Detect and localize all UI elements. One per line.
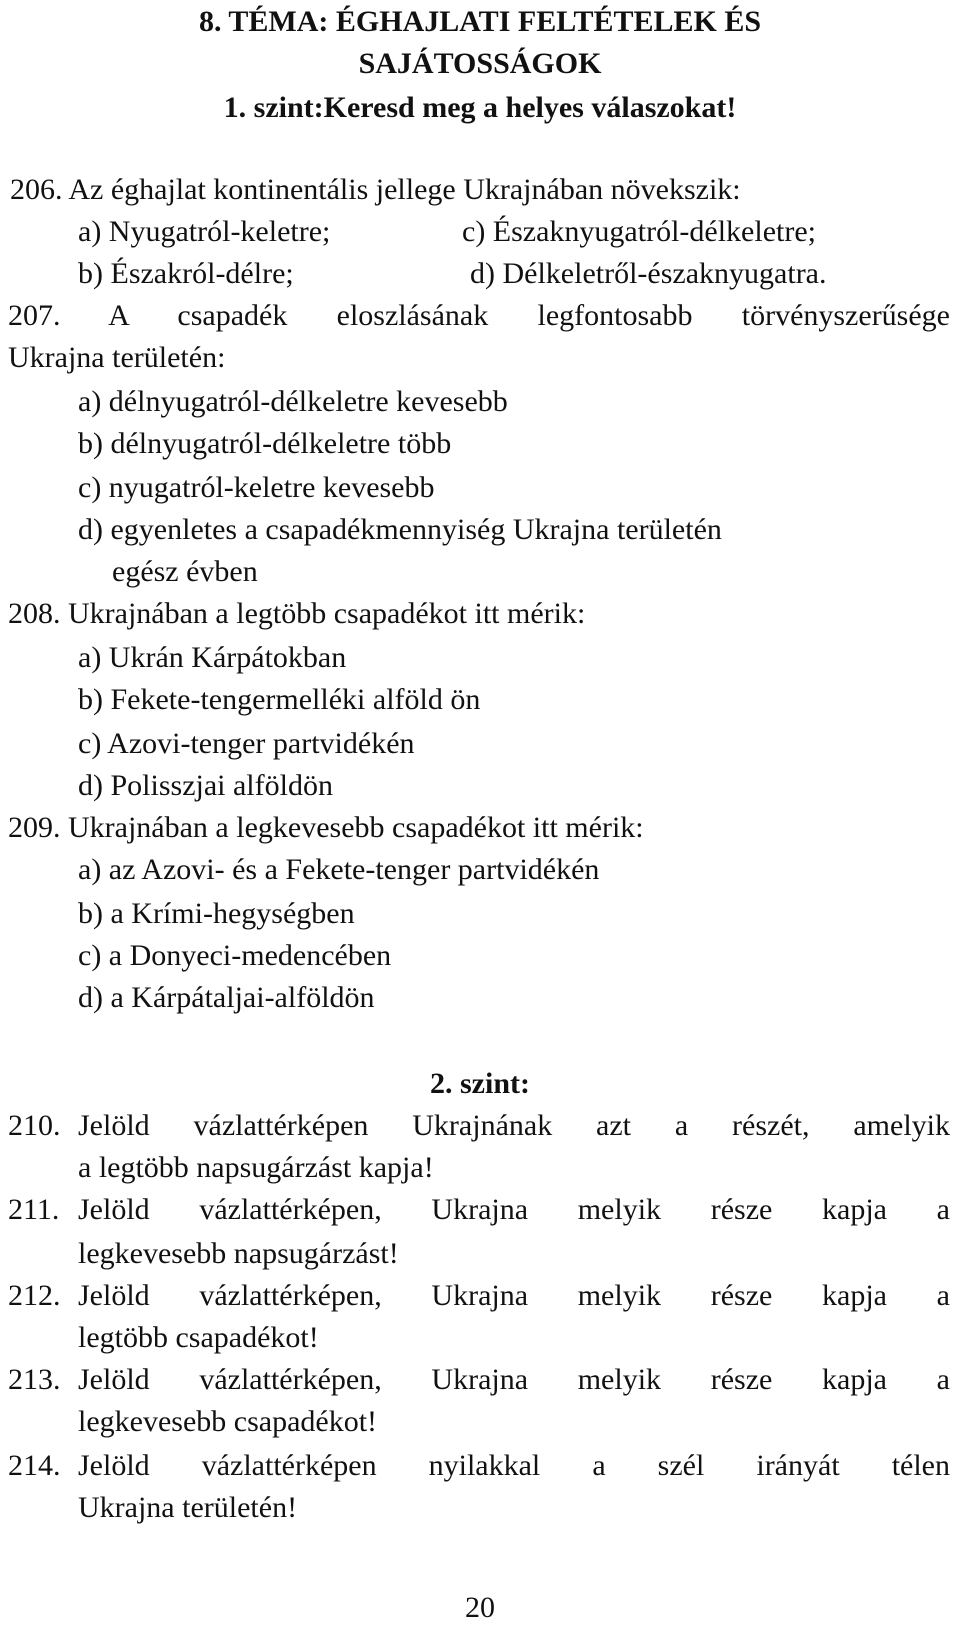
q206-option-d: d) Délkeletről-északnyugatra. <box>470 257 827 290</box>
q207-stem-line2: Ukrajna területén: <box>8 341 226 374</box>
task-text-line2: legtöbb csapadékot! <box>78 1321 319 1354</box>
task-text-line1: Jelöld vázlattérképen nyilakkal a szél irányát télen <box>78 1449 950 1482</box>
q208-option-d: d) Polisszjai alföldön <box>78 769 333 802</box>
q207-option-c: c) nyugatról-keletre kevesebb <box>78 471 435 504</box>
q209-option-a: a) az Azovi- és a Fekete-tenger partvidékén <box>78 853 600 886</box>
q206-stem: 206. Az éghajlat kontinentális jellege Ukrajnában növekszik: <box>10 173 741 206</box>
task-number: 211. <box>8 1193 60 1226</box>
q207-option-a: a) délnyugatról-délkeletre kevesebb <box>78 385 508 418</box>
task-text-line1: Jelöld vázlattérképen, Ukrajna melyik része kapja a <box>78 1279 950 1312</box>
q208-stem: 208. Ukrajnában a legtöbb csapadékot itt mérik: <box>8 597 586 630</box>
task-text-line2: legkevesebb napsugárzást! <box>78 1237 399 1270</box>
task-number: 213. <box>8 1363 61 1396</box>
task-text-line2: a legtöbb napsugárzást kapja! <box>78 1151 434 1184</box>
task-text-line1: Jelöld vázlattérképen Ukrajnának azt a részét, amelyik <box>78 1109 950 1142</box>
q209-option-b: b) a Krími-hegységben <box>78 897 355 930</box>
q209-stem: 209. Ukrajnában a legkevesebb csapadékot itt mérik: <box>8 811 644 844</box>
q206-option-a: a) Nyugatról-keletre; <box>78 215 331 248</box>
q208-option-a: a) Ukrán Kárpátokban <box>78 641 347 674</box>
task-number: 210. <box>8 1109 61 1142</box>
q207-option-d-line1: d) egyenletes a csapadékmennyiség Ukrajna területén <box>78 513 722 546</box>
q209-option-c: c) a Donyeci-medencében <box>78 939 392 972</box>
q207-stem-line1: 207. A csapadék eloszlásának legfontosabb törvényszerűsége <box>8 299 950 332</box>
level1-heading: 1. szint:Keresd meg a helyes válaszokat! <box>223 91 737 124</box>
task-text-line1: Jelöld vázlattérképen, Ukrajna melyik része kapja a <box>78 1363 950 1396</box>
q206-option-b: b) Északról-délre; <box>78 257 294 290</box>
q206-option-c: c) Északnyugatról-délkeletre; <box>462 215 816 248</box>
task-text-line1: Jelöld vázlattérképen, Ukrajna melyik része kapja a <box>78 1193 950 1226</box>
task-text-line2: legkevesebb csapadékot! <box>78 1405 378 1438</box>
level2-heading: 2. szint: <box>430 1067 530 1100</box>
q207-option-b: b) délnyugatról-délkeletre több <box>78 427 452 460</box>
q209-option-d: d) a Kárpátaljai-alföldön <box>78 981 375 1014</box>
q208-option-c: c) Azovi-tenger partvidékén <box>78 727 415 760</box>
q208-option-b: b) Fekete-tengermelléki alföld ön <box>78 683 481 716</box>
q207-option-d-line2: egész évben <box>112 555 258 588</box>
task-text-line2: Ukrajna területén! <box>78 1491 298 1524</box>
chapter-title-line2: SAJÁTOSSÁGOK <box>358 47 602 80</box>
page-number: 20 <box>465 1591 495 1624</box>
chapter-title-line1: 8. TÉMA: ÉGHAJLATI FELTÉTELEK ÉS <box>198 5 762 38</box>
task-number: 214. <box>8 1449 61 1482</box>
task-number: 212. <box>8 1279 61 1312</box>
